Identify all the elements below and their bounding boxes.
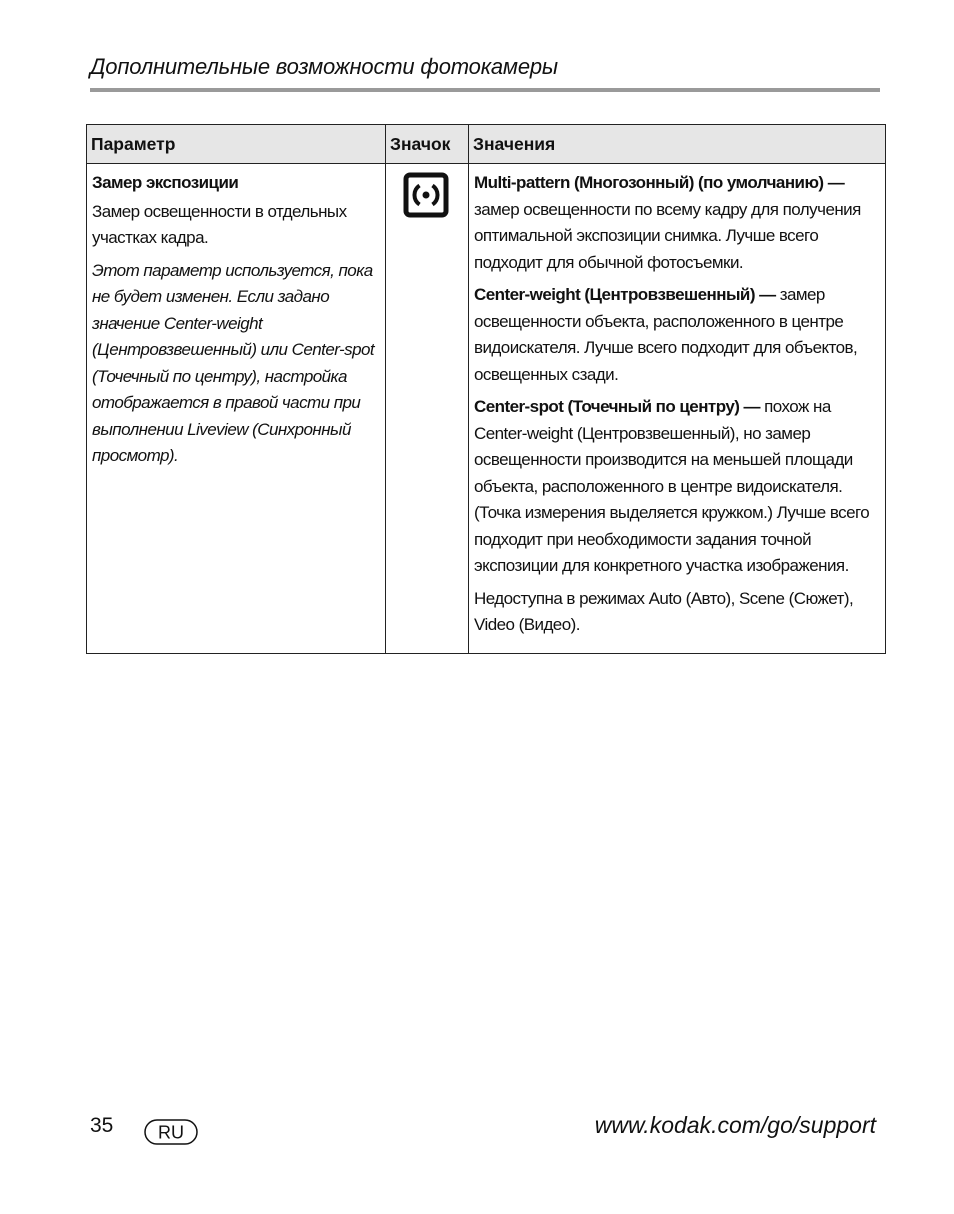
settings-table [86,124,886,654]
language-badge [144,1119,198,1145]
availability-note: Недоступна в режимах Auto (Авто), Scene (Сюжет), Video (Видео). [474,588,854,634]
table-header-row [87,125,886,164]
support-url: www.kodak.com/go/support [594,1112,876,1138]
value-option-text: замер освещенности объекта, расположенного в центре видоискателя. Лучше всего подходит для объектов, освещенных сзади. [474,285,858,384]
parameter-description: Замер освещенности в отдельных участках кадра. [92,201,347,247]
value-option-text: замер освещенности по всему кадру для получения оптимальной экспозиции снимка. Лучше всего подходит для обычной фотосъемки. [474,199,861,272]
value-option-label: Center-weight (Центровзвешенный) — [474,285,776,304]
parameter-note: Этот параметр используется, пока не будет изменен. Если задано значение Center-weight (Центровзвешенный) или Center-spot (Точечный по центру), настройка отображается в правой части при выполнении Liveview (Синхронный просмотр). [92,260,375,465]
value-option-label: Multi-pattern (Многозонный) (по умолчанию) — [474,173,845,192]
value-option-center-weight [474,282,881,388]
value-option-label: Center-spot (Точечный по центру) — [474,397,760,416]
value-option-text: похож на Center-weight (Центровзвешенный), но замер освещенности производится на меньшей площади объекта, расположенного в центре видоискателя. (Точка измерения выделяется кружком.) Лучше всего подходит при необходимости задания точной экспозиции для конкретного участка изображения. [474,397,870,575]
exposure-metering-icon [403,172,449,218]
parameter-title: Замер экспозиции [92,173,239,192]
page-header-title: Дополнительные возможности фотокамеры [90,54,558,79]
header-divider [90,88,880,92]
column-header-values: Значения [469,125,886,164]
column-header-icon: Значок [386,125,469,164]
column-header-parameter: Параметр [87,125,386,164]
value-option-center-spot [474,394,881,580]
icon-cell [386,164,469,654]
table-row [87,164,886,654]
values-cell [469,164,886,654]
parameter-cell [87,164,386,654]
page-number: 35 [90,1114,114,1137]
value-option-multi-pattern [474,170,881,276]
language-badge-label: RU [158,1122,184,1143]
